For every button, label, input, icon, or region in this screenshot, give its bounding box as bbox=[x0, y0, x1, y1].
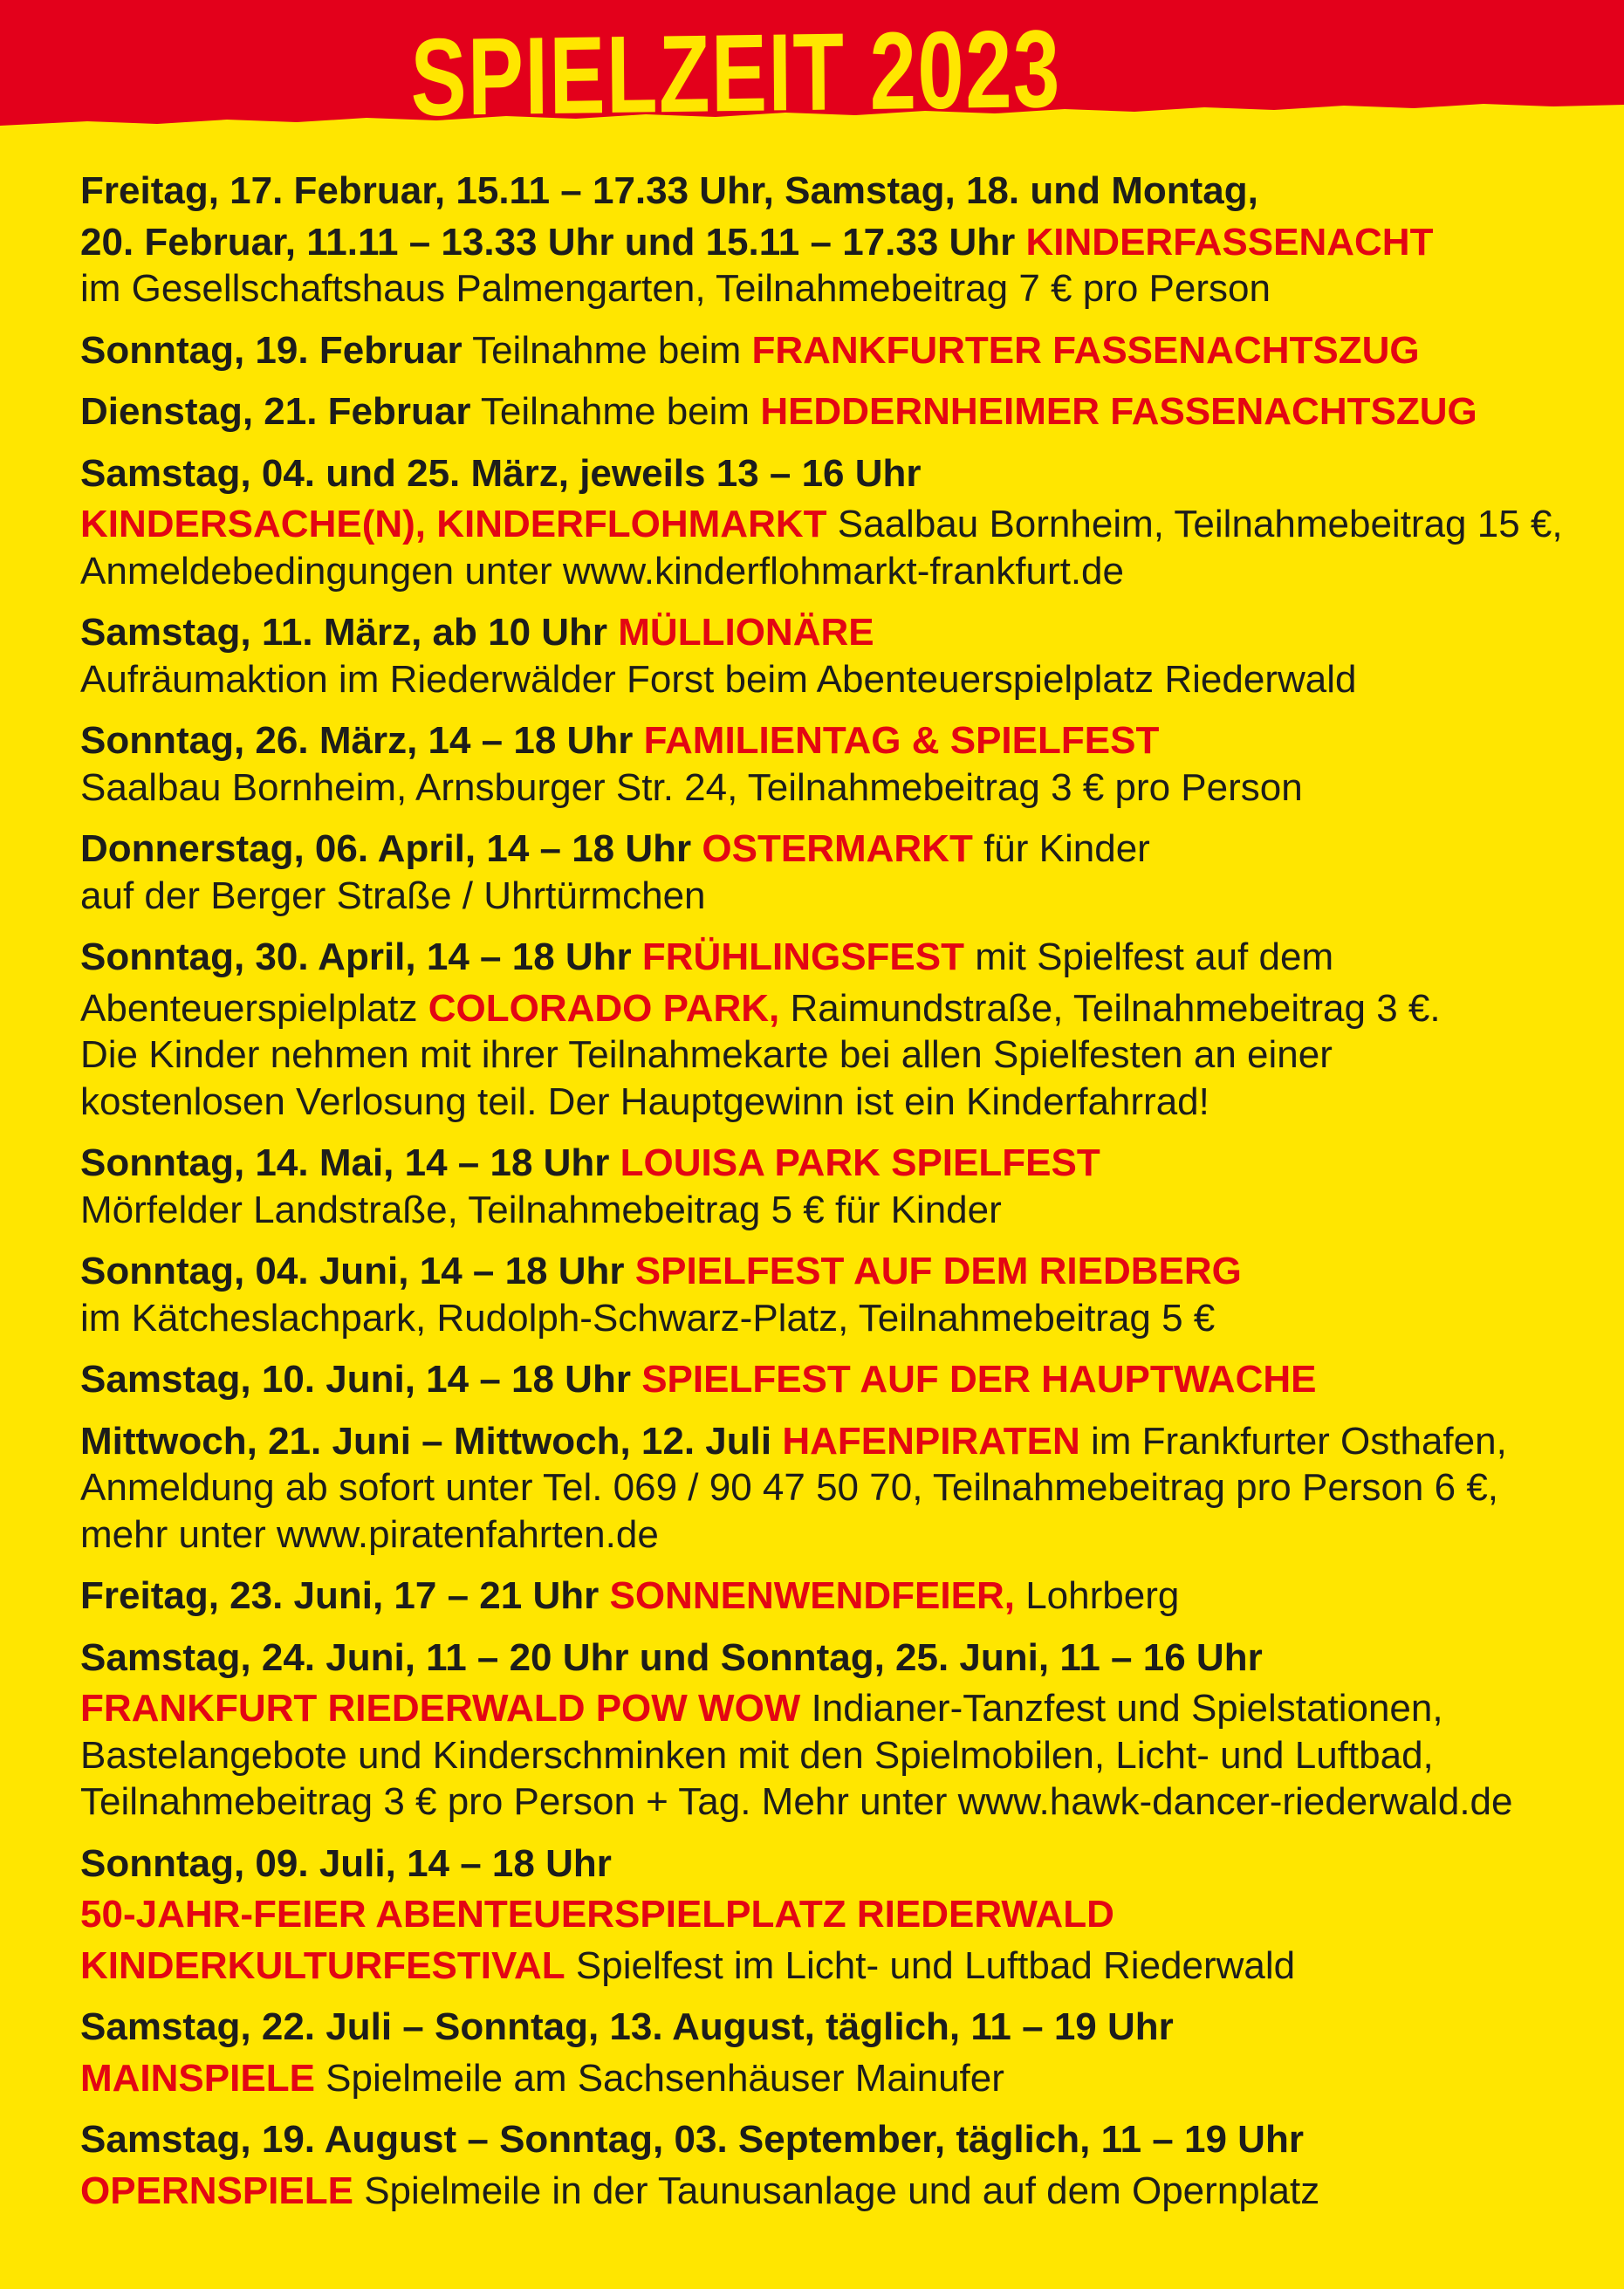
event-info: kostenlosen Verlosung teil. Der Hauptgewinn ist ein Kinderfahrrad! bbox=[80, 1079, 1209, 1123]
event-date: Sonntag, 04. Juni, 14 – 18 Uhr bbox=[80, 1250, 625, 1292]
event-line bbox=[80, 1418, 1599, 1465]
event-info: Aufräumaktion im Riederwälder Forst beim Abenteuerspielplatz Riederwald bbox=[80, 657, 1357, 701]
event-ostermarkt bbox=[80, 826, 1599, 919]
event-line bbox=[80, 450, 1599, 497]
event-date: Mittwoch, 21. Juni – Mittwoch, 12. Juli bbox=[80, 1419, 772, 1463]
event-line bbox=[80, 2116, 1599, 2163]
event-line bbox=[80, 656, 1599, 703]
event-date: Freitag, 23. Juni, 17 – 21 Uhr bbox=[80, 1574, 600, 1617]
event-date: Samstag, 22. Juli – Sonntag, 13. August, täglich, 11 – 19 Uhr bbox=[80, 2005, 1174, 2048]
page-title: SPIELZEIT 2023 bbox=[409, 6, 1062, 140]
event-info: Teilnahmebeitrag 3 € pro Person + Tag. Mehr unter www.hawk-dancer-riederwald.de bbox=[80, 1780, 1513, 1823]
event-kinderfassenacht bbox=[80, 168, 1599, 312]
event-line bbox=[80, 934, 1599, 981]
event-name: OSTERMARKT bbox=[702, 827, 973, 870]
event-date: Sonntag, 30. April, 14 – 18 Uhr bbox=[80, 935, 632, 978]
event-name: SONNENWENDFEIER, bbox=[609, 1574, 1015, 1617]
event-opernspiele bbox=[80, 2116, 1599, 2214]
event-familientag bbox=[80, 717, 1599, 811]
event-line bbox=[80, 1031, 1599, 1079]
event-info: Abenteuerspielplatz bbox=[80, 986, 418, 1030]
event-frankfurter-fassenachtszug bbox=[80, 327, 1599, 374]
event-info: Spielmeile in der Taunusanlage und auf dem Opernplatz bbox=[364, 2169, 1320, 2212]
event-date: Sonntag, 09. Juli, 14 – 18 Uhr bbox=[80, 1841, 612, 1885]
event-info: Indianer-Tanzfest und Spielstationen, bbox=[811, 1687, 1443, 1730]
event-info: Spielfest im Licht- und Luftbad Riederwald bbox=[575, 1943, 1296, 1987]
event-info: Lohrberg bbox=[1025, 1574, 1180, 1617]
event-date: Donnerstag, 06. April, 14 – 18 Uhr bbox=[80, 827, 692, 870]
event-pow-wow bbox=[80, 1635, 1599, 1826]
event-date: Dienstag, 21. Februar bbox=[80, 390, 471, 433]
event-info: Anmeldung ab sofort unter Tel. 069 / 90 47 50 70, Teilnahmebeitrag pro Person 6 €, bbox=[80, 1466, 1499, 1509]
event-louisa-park-spielfest bbox=[80, 1140, 1599, 1233]
event-info: Die Kinder nehmen mit ihrer Teilnahmekarte bei allen Spielfesten an einer bbox=[80, 1033, 1333, 1076]
event-date: Samstag, 04. und 25. März, jeweils 13 – 16 Uhr bbox=[80, 451, 922, 495]
event-line bbox=[80, 1938, 1599, 1990]
event-line bbox=[80, 609, 1599, 656]
event-name: FAMILIENTAG & SPIELFEST bbox=[643, 719, 1160, 762]
event-line bbox=[80, 265, 1599, 312]
event-info: Raimundstraße, Teilnahmebeitrag 3 €. bbox=[790, 986, 1441, 1030]
event-name: FRANKFURTER FASSENACHTSZUG bbox=[751, 328, 1420, 372]
event-line bbox=[80, 1140, 1599, 1187]
event-name: SPIELFEST AUF DER HAUPTWACHE bbox=[641, 1358, 1317, 1401]
event-line bbox=[80, 717, 1599, 764]
event-line bbox=[80, 388, 1599, 435]
event-name: FRÜHLINGSFEST bbox=[641, 935, 965, 978]
event-info: Saalbau Bornheim, Arnsburger Str. 24, Teilnahmebeitrag 3 € pro Person bbox=[80, 765, 1303, 809]
event-date: Freitag, 17. Februar, 15.11 – 17.33 Uhr, Samstag, 18. und Montag, bbox=[80, 169, 1258, 212]
event-name: KINDERSACHE(N), KINDERFLOHMARKT bbox=[80, 503, 827, 545]
event-line bbox=[80, 1887, 1599, 1938]
event-line bbox=[80, 497, 1599, 548]
event-info: im Frankfurter Osthafen, bbox=[1091, 1419, 1507, 1463]
event-date: Sonntag, 26. März, 14 – 18 Uhr bbox=[80, 719, 634, 762]
event-line bbox=[80, 1248, 1599, 1295]
event-line bbox=[80, 215, 1599, 266]
event-name: KINDERFASSENACHT bbox=[1025, 220, 1434, 264]
event-line bbox=[80, 1464, 1599, 1511]
event-name: HAFENPIRATEN bbox=[782, 1419, 1080, 1463]
event-line bbox=[80, 1187, 1599, 1234]
event-info: Saalbau Bornheim, Teilnahmebeitrag 15 €, bbox=[837, 503, 1563, 545]
event-line bbox=[80, 1295, 1599, 1342]
event-info: mehr unter www.piratenfahrten.de bbox=[80, 1512, 659, 1556]
event-name: SPIELFEST AUF DEM RIEDBERG bbox=[634, 1250, 1242, 1292]
event-line bbox=[80, 1732, 1599, 1779]
event-info: auf der Berger Straße / Uhrtürmchen bbox=[80, 874, 706, 917]
event-date: Sonntag, 14. Mai, 14 – 18 Uhr bbox=[80, 1141, 610, 1184]
event-line bbox=[80, 2163, 1599, 2215]
event-info: für Kinder bbox=[983, 827, 1150, 870]
event-line bbox=[80, 1840, 1599, 1888]
event-info: Mörfelder Landstraße, Teilnahmebeitrag 5 € für Kinder bbox=[80, 1188, 1002, 1231]
event-line bbox=[80, 327, 1599, 374]
event-list bbox=[80, 168, 1599, 2214]
event-fruehlingsfest bbox=[80, 934, 1599, 1125]
event-name: OPERNSPIELE bbox=[80, 2169, 353, 2212]
event-line bbox=[80, 826, 1599, 873]
event-info: Spielmeile am Sachsenhäuser Mainufer bbox=[325, 2056, 1004, 2100]
event-info: Teilnahme beim bbox=[480, 390, 750, 433]
event-line bbox=[80, 1356, 1599, 1403]
event-line bbox=[80, 1778, 1599, 1826]
event-info: Anmeldebedingungen unter www.kinderflohmarkt-frankfurt.de bbox=[80, 549, 1124, 593]
event-sonnenwendfeier bbox=[80, 1573, 1599, 1620]
event-info: Teilnahme beim bbox=[472, 328, 742, 372]
event-50-jahr-feier bbox=[80, 1840, 1599, 1990]
event-heddernheimer-fassenachtszug bbox=[80, 388, 1599, 435]
event-spielfest-hauptwache bbox=[80, 1356, 1599, 1403]
event-line bbox=[80, 2051, 1599, 2102]
event-name: LOUISA PARK SPIELFEST bbox=[620, 1141, 1100, 1184]
event-hafenpiraten bbox=[80, 1418, 1599, 1559]
event-date: Samstag, 19. August – Sonntag, 03. September, täglich, 11 – 19 Uhr bbox=[80, 2118, 1304, 2161]
event-line bbox=[80, 764, 1599, 812]
event-name: MAINSPIELE bbox=[80, 2056, 315, 2100]
event-date: Samstag, 24. Juni, 11 – 20 Uhr und Sonntag, 25. Juni, 11 – 16 Uhr bbox=[80, 1635, 1263, 1679]
event-line bbox=[80, 1635, 1599, 1682]
event-line bbox=[80, 548, 1599, 595]
event-line bbox=[80, 981, 1599, 1032]
event-line bbox=[80, 1511, 1599, 1559]
event-line bbox=[80, 1573, 1599, 1620]
event-name: FRANKFURT RIEDERWALD POW WOW bbox=[80, 1687, 801, 1730]
event-location: COLORADO PARK, bbox=[428, 986, 780, 1030]
event-line bbox=[80, 873, 1599, 920]
event-date: Samstag, 11. März, ab 10 Uhr bbox=[80, 611, 608, 654]
event-name: HEDDERNHEIMER FASSENACHTSZUG bbox=[760, 390, 1477, 433]
event-date: Samstag, 10. Juni, 14 – 18 Uhr bbox=[80, 1358, 631, 1401]
event-mainspiele bbox=[80, 2004, 1599, 2101]
event-date: 20. Februar, 11.11 – 13.33 Uhr und 15.11 – 17.33 Uhr bbox=[80, 220, 1016, 264]
event-line bbox=[80, 2004, 1599, 2051]
event-muellionaere bbox=[80, 609, 1599, 702]
event-info: im Gesellschaftshaus Palmengarten, Teilnahmebeitrag 7 € pro Person bbox=[80, 267, 1271, 310]
event-line bbox=[80, 168, 1599, 215]
event-line bbox=[80, 1681, 1599, 1732]
event-info: im Kätcheslachpark, Rudolph-Schwarz-Platz, Teilnahmebeitrag 5 € bbox=[80, 1296, 1216, 1340]
event-line bbox=[80, 1079, 1599, 1126]
title-wrapper bbox=[0, 6, 1471, 140]
event-name: 50-JAHR-FEIER ABENTEUERSPIELPLATZ RIEDERWALD bbox=[80, 1893, 1114, 1936]
event-date: Sonntag, 19. Februar bbox=[80, 328, 463, 372]
event-kinderflohmarkt bbox=[80, 450, 1599, 595]
event-name: MÜLLIONÄRE bbox=[618, 611, 874, 654]
event-name: KINDERKULTURFESTIVAL bbox=[80, 1943, 565, 1987]
event-spielfest-riedberg bbox=[80, 1248, 1599, 1341]
event-info: mit Spielfest auf dem bbox=[975, 935, 1334, 978]
event-info: Bastelangebote und Kinderschminken mit den Spielmobilen, Licht- und Luftbad, bbox=[80, 1733, 1434, 1777]
